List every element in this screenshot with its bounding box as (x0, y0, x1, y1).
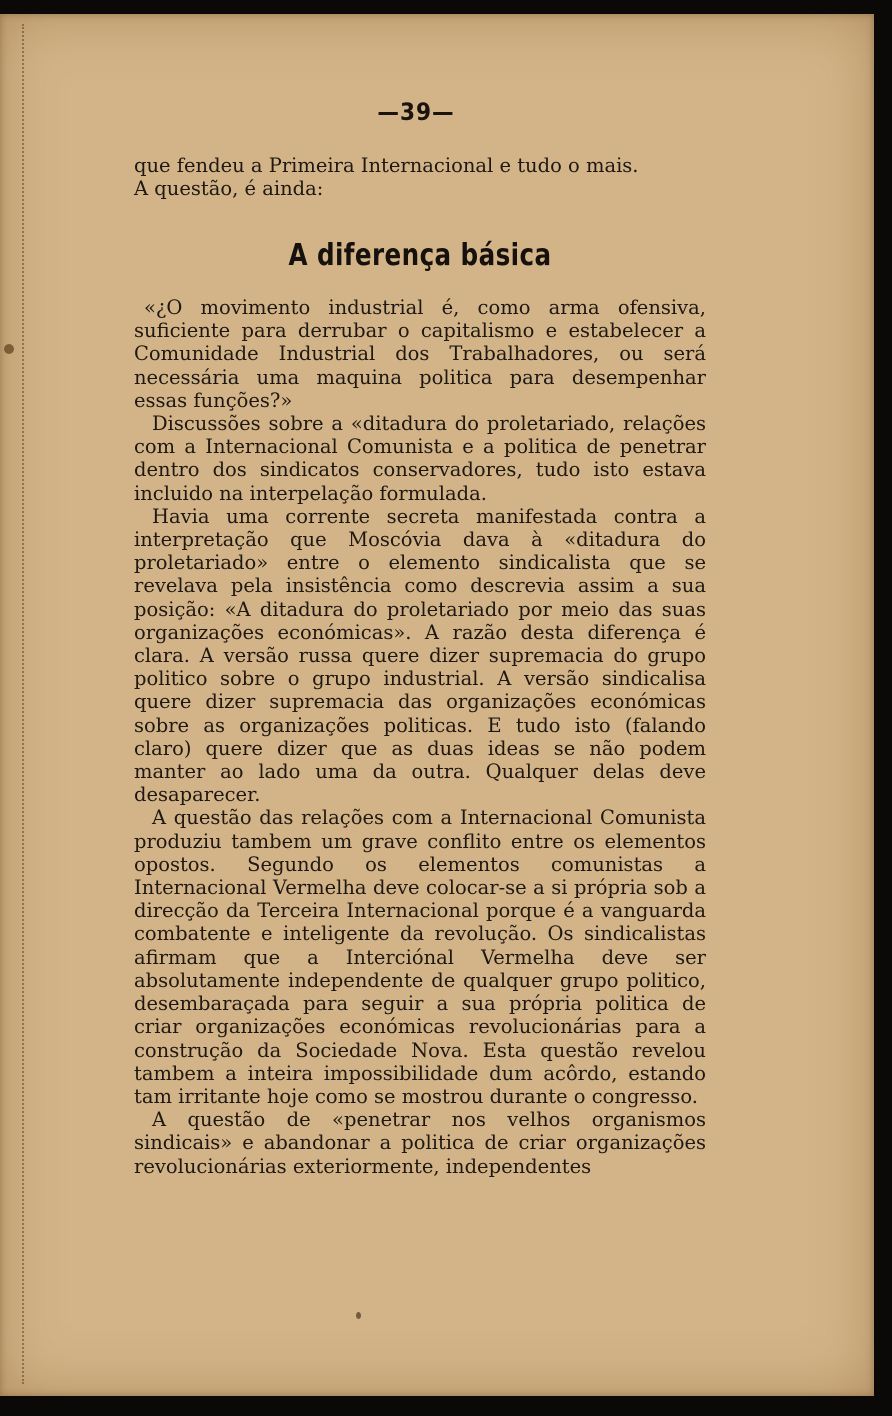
intro-line: A questão, é ainda: (134, 177, 324, 201)
page-number: —39— (377, 98, 455, 126)
intro-line: que fendeu a Primeira Internacional e tudo o mais. (134, 154, 639, 177)
body-text (134, 296, 706, 1178)
paper-speck (356, 1312, 361, 1319)
section-heading: A diferença básica (288, 238, 552, 273)
paragraph: «¿O movimento industrial é, como arma ofensiva, suficiente para derrubar o capitalismo e estabelecer a Comunidade Industrial dos Trabalhadores, ou será necessária uma maquina politica para desempenhar essas funções?» (134, 296, 706, 412)
paragraph: Discussões sobre a «ditadura do proletariado, relações com a Internacional Comunista e a politica de penetrar dentro dos sindicatos conservadores, tudo isto estava incluido na interpelação formulada. (134, 412, 706, 505)
binding-edge (22, 24, 24, 1384)
book-page (0, 14, 874, 1396)
paragraph: Havia uma corrente secreta manifestada contra a interpretação que Moscóvia dava à «ditadura do proletariado» entre o elemento sindicalista que se revelava pela insistência como descrevia assim a sua posição: «A ditadura do proletariado por meio das suas organizações económicas». A razão desta diferença é clara. A versão russa quere dizer supremacia do grupo politico sobre o grupo industrial. A versão sindicalisa quere dizer supremacia das organizações económicas sobre as organizações politicas. E tudo isto (falando claro) quere dizer que as duas ideas se não podem manter ao lado uma da outra. Qualquer delas deve desaparecer. (134, 504, 706, 807)
paragraph: A questão de «penetrar nos velhos organismos sindicais» e abandonar a politica de criar organizações revolucionárias exteriormente, independentes (134, 1108, 706, 1178)
intro-text (134, 154, 706, 200)
paper-stain (4, 344, 14, 354)
paragraph: A questão das relações com a Internacional Comunista produziu tambem um grave conflito entre os elementos opostos. Segundo os elementos comunistas a Internacional Vermelha deve colocar-se a si própria sob a direcção da Terceira Internacional porque é a vanguarda combatente e inteligente da revolução. Os sindicalistas afirmam que a Interciónal Vermelha deve ser absolutamente independente de qualquer grupo politico, desembaraçada para seguir a sua própria politica de criar organizações económicas revolucionárias para a construção da Sociedade Nova. Esta questão revelou tambem a inteira impossibilidade dum acôrdo, estando tam irritante hoje como se mostrou durante o congresso. (134, 806, 706, 1108)
